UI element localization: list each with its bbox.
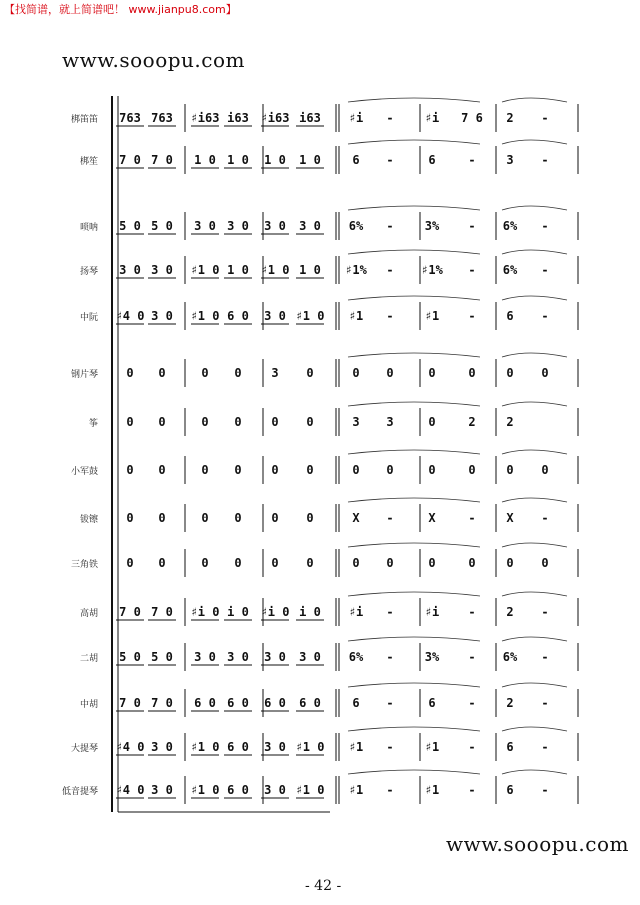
- note-cell: 0: [234, 556, 242, 570]
- note-cell: 1 0: [227, 153, 249, 167]
- note-cell: 6 0: [227, 309, 249, 323]
- note-cell: 6: [506, 783, 514, 797]
- note-cell: 0: [428, 366, 436, 380]
- note-cell: i63: [227, 111, 249, 125]
- instrument-label: 扬琴: [79, 267, 98, 277]
- note-cell: -: [468, 783, 476, 797]
- slur-arc: [502, 98, 567, 102]
- note-cell: 0: [306, 463, 314, 477]
- note-cell: -: [386, 511, 394, 525]
- note-cell: -: [541, 696, 549, 710]
- note-cell: 1 0: [194, 153, 216, 167]
- note-cell: 0: [271, 511, 279, 525]
- note-cell: 0: [201, 366, 209, 380]
- note-cell: 6 0: [264, 696, 286, 710]
- note-cell: 1 0: [299, 263, 321, 277]
- slur-arc: [502, 543, 567, 547]
- note-cell: 6%: [502, 650, 518, 664]
- note-cell: 6: [352, 696, 360, 710]
- note-cell: 2: [506, 696, 514, 710]
- note-cell: 0: [386, 366, 394, 380]
- note-cell: 0: [468, 366, 476, 380]
- note-cell: ♯4 0: [115, 309, 145, 323]
- instrument-label: 大提琴: [70, 744, 98, 754]
- note-cell: 3 0: [227, 650, 249, 664]
- note-cell: 7 0: [119, 605, 141, 619]
- note-cell: -: [541, 650, 549, 664]
- instrument-label: 中阮: [79, 313, 98, 323]
- note-cell: 0: [234, 463, 242, 477]
- note-cell: ♯1 0: [295, 309, 325, 323]
- note-cell: 0: [428, 556, 436, 570]
- note-cell: i 0: [227, 605, 249, 619]
- note-cell: 7 6: [461, 111, 483, 125]
- note-cell: 2: [506, 415, 514, 429]
- note-cell: 0: [541, 463, 549, 477]
- slur-arc: [502, 450, 567, 454]
- note-cell: 0: [126, 415, 134, 429]
- instrument-label: 二胡: [79, 654, 98, 664]
- slur-arc: [348, 770, 480, 774]
- note-cell: ♯1 0: [190, 263, 220, 277]
- note-cell: 0: [468, 556, 476, 570]
- note-cell: 6: [506, 740, 514, 754]
- note-cell: ♯i63: [190, 111, 220, 125]
- note-cell: ♯1 0: [295, 740, 325, 754]
- note-cell: 3 0: [151, 263, 173, 277]
- note-cell: 3 0: [227, 219, 249, 233]
- slur-arc: [348, 543, 480, 547]
- note-cell: ♯1 0: [190, 740, 220, 754]
- note-cell: 0: [158, 463, 166, 477]
- note-cell: ♯1: [348, 783, 364, 797]
- note-cell: 0: [201, 556, 209, 570]
- note-cell: -: [468, 650, 476, 664]
- note-cell: X: [352, 511, 360, 525]
- note-cell: 6: [506, 309, 514, 323]
- note-cell: ♯i: [424, 605, 440, 619]
- note-cell: 3%: [424, 219, 440, 233]
- slur-arc: [348, 140, 480, 144]
- note-cell: 6: [352, 153, 360, 167]
- note-cell: -: [541, 309, 549, 323]
- note-cell: X: [506, 511, 514, 525]
- page-number: - 42 -: [305, 878, 342, 894]
- slur-arc: [348, 98, 480, 102]
- note-cell: i 0: [299, 605, 321, 619]
- note-cell: ♯4 0: [115, 783, 145, 797]
- note-cell: -: [468, 219, 476, 233]
- slur-arc: [348, 250, 480, 254]
- note-cell: 0: [126, 556, 134, 570]
- note-cell: 0: [234, 366, 242, 380]
- note-cell: -: [386, 783, 394, 797]
- note-cell: 6 0: [299, 696, 321, 710]
- note-cell: -: [468, 740, 476, 754]
- note-cell: 3 0: [264, 650, 286, 664]
- note-cell: 0: [158, 366, 166, 380]
- watermark-url-top: www.sooopu.com: [62, 48, 245, 72]
- note-cell: 0: [158, 556, 166, 570]
- note-cell: -: [386, 263, 394, 277]
- note-cell: 0: [271, 556, 279, 570]
- note-cell: 0: [126, 366, 134, 380]
- note-cell: 0: [271, 415, 279, 429]
- note-cell: 0: [306, 511, 314, 525]
- note-cell: ♯1%: [345, 263, 367, 277]
- note-cell: 0: [352, 556, 360, 570]
- slur-arc: [502, 683, 567, 687]
- slur-arc: [502, 498, 567, 502]
- site-banner[interactable]: 【找简谱，就上简谱吧！ www.jianpu8.com】: [4, 3, 237, 16]
- note-cell: 0: [306, 556, 314, 570]
- note-cell: -: [541, 153, 549, 167]
- note-cell: 2: [468, 415, 476, 429]
- slur-arc: [348, 296, 480, 300]
- note-cell: 763: [151, 111, 173, 125]
- note-cell: 0: [201, 463, 209, 477]
- note-cell: 6 0: [227, 783, 249, 797]
- note-cell: 3 0: [151, 783, 173, 797]
- note-cell: 0: [234, 511, 242, 525]
- note-cell: ♯i: [348, 605, 364, 619]
- slur-arc: [348, 592, 480, 596]
- note-cell: 3%: [424, 650, 440, 664]
- note-cell: ♯4 0: [115, 740, 145, 754]
- note-cell: -: [468, 309, 476, 323]
- note-cell: -: [468, 511, 476, 525]
- note-cell: -: [386, 740, 394, 754]
- note-cell: 0: [352, 463, 360, 477]
- instrument-label: 钢片琴: [70, 370, 98, 380]
- note-cell: 5 0: [119, 219, 141, 233]
- note-cell: 0: [126, 511, 134, 525]
- note-cell: 1 0: [264, 153, 286, 167]
- note-cell: -: [541, 219, 549, 233]
- instrument-label: 筝: [88, 419, 98, 429]
- note-cell: ♯1%: [421, 263, 443, 277]
- note-cell: -: [386, 219, 394, 233]
- note-cell: 0: [428, 463, 436, 477]
- note-cell: 0: [158, 415, 166, 429]
- note-cell: 0: [468, 463, 476, 477]
- slur-arc: [348, 683, 480, 687]
- instrument-label: 小军鼓: [70, 467, 98, 477]
- note-cell: 6 0: [227, 696, 249, 710]
- note-cell: -: [386, 605, 394, 619]
- slur-arc: [502, 140, 567, 144]
- slur-arc: [348, 353, 480, 357]
- watermark-url-bottom: www.sooopu.com: [446, 832, 629, 856]
- note-cell: 7 0: [151, 153, 173, 167]
- instrument-label: 中胡: [79, 700, 98, 710]
- note-cell: -: [386, 111, 394, 125]
- note-cell: 3 0: [194, 650, 216, 664]
- note-cell: 0: [352, 366, 360, 380]
- note-cell: 3: [352, 415, 360, 429]
- note-cell: 0: [158, 511, 166, 525]
- note-cell: 5 0: [119, 650, 141, 664]
- slur-arc: [348, 498, 480, 502]
- note-cell: 0: [201, 511, 209, 525]
- note-cell: ♯i 0: [190, 605, 220, 619]
- note-cell: 0: [126, 463, 134, 477]
- instrument-label: 梆笛笛: [70, 115, 98, 125]
- note-cell: 7 0: [119, 153, 141, 167]
- slur-arc: [502, 727, 567, 731]
- note-cell: 1 0: [299, 153, 321, 167]
- note-cell: 6 0: [227, 740, 249, 754]
- note-cell: 6 0: [194, 696, 216, 710]
- note-cell: 2: [506, 605, 514, 619]
- note-cell: ♯1: [424, 740, 440, 754]
- instrument-label: 唢呐: [79, 223, 98, 233]
- note-cell: 0: [234, 415, 242, 429]
- note-cell: 0: [306, 415, 314, 429]
- note-cell: 0: [306, 366, 314, 380]
- note-cell: ♯1: [348, 309, 364, 323]
- slur-arc: [502, 206, 567, 210]
- note-cell: -: [468, 263, 476, 277]
- note-cell: 3 0: [119, 263, 141, 277]
- note-cell: 7 0: [119, 696, 141, 710]
- slur-arc: [348, 402, 480, 406]
- slur-arc: [502, 250, 567, 254]
- note-cell: 6%: [348, 650, 364, 664]
- note-cell: 0: [541, 556, 549, 570]
- note-cell: ♯1 0: [260, 263, 290, 277]
- note-cell: 0: [428, 415, 436, 429]
- note-cell: i63: [299, 111, 321, 125]
- note-cell: 3 0: [264, 740, 286, 754]
- note-cell: ♯1: [348, 740, 364, 754]
- note-cell: 0: [386, 463, 394, 477]
- note-cell: 5 0: [151, 650, 173, 664]
- note-cell: -: [468, 696, 476, 710]
- instrument-label: 低音提琴: [61, 787, 98, 797]
- note-cell: 1 0: [227, 263, 249, 277]
- note-cell: 3 0: [299, 219, 321, 233]
- note-cell: -: [468, 153, 476, 167]
- note-cell: 7 0: [151, 605, 173, 619]
- note-cell: 0: [271, 463, 279, 477]
- note-cell: ♯i: [424, 111, 440, 125]
- note-cell: ♯1 0: [295, 783, 325, 797]
- slur-arc: [348, 727, 480, 731]
- note-cell: 3 0: [151, 740, 173, 754]
- slur-arc: [502, 296, 567, 300]
- note-cell: 6%: [502, 219, 518, 233]
- slur-arc: [502, 637, 567, 641]
- note-cell: 763: [119, 111, 141, 125]
- note-cell: 6%: [502, 263, 518, 277]
- note-cell: 0: [386, 556, 394, 570]
- note-cell: ♯i63: [260, 111, 290, 125]
- instrument-label: 高胡: [79, 609, 98, 619]
- slur-arc: [348, 206, 480, 210]
- note-cell: ♯1: [424, 783, 440, 797]
- note-cell: 6%: [348, 219, 364, 233]
- slur-arc: [348, 637, 480, 641]
- note-cell: ♯1 0: [190, 309, 220, 323]
- note-cell: -: [468, 605, 476, 619]
- note-cell: -: [541, 605, 549, 619]
- note-cell: 3: [271, 366, 279, 380]
- instrument-label: 三角铁: [70, 560, 98, 570]
- note-cell: -: [386, 696, 394, 710]
- note-cell: 0: [201, 415, 209, 429]
- note-cell: -: [386, 650, 394, 664]
- slur-arc: [502, 770, 567, 774]
- note-cell: 3 0: [264, 309, 286, 323]
- note-cell: 3 0: [151, 309, 173, 323]
- note-cell: 0: [506, 463, 514, 477]
- note-cell: 3 0: [299, 650, 321, 664]
- note-cell: -: [541, 783, 549, 797]
- slur-arc: [502, 592, 567, 596]
- note-cell: 6: [428, 153, 436, 167]
- instrument-label: 梆笙: [79, 157, 98, 167]
- note-cell: 0: [506, 556, 514, 570]
- note-cell: ♯i: [348, 111, 364, 125]
- note-cell: 7 0: [151, 696, 173, 710]
- note-cell: 3: [386, 415, 394, 429]
- note-cell: 2: [506, 111, 514, 125]
- note-cell: 3 0: [194, 219, 216, 233]
- note-cell: ♯1: [424, 309, 440, 323]
- note-cell: -: [541, 511, 549, 525]
- note-cell: -: [386, 153, 394, 167]
- note-cell: 6: [428, 696, 436, 710]
- slur-arc: [502, 353, 567, 357]
- note-cell: 3 0: [264, 783, 286, 797]
- instrument-label: 钹镲: [79, 515, 98, 525]
- note-cell: -: [541, 740, 549, 754]
- note-cell: 0: [541, 366, 549, 380]
- note-cell: ♯i 0: [260, 605, 290, 619]
- note-cell: ♯1 0: [190, 783, 220, 797]
- note-cell: -: [541, 111, 549, 125]
- slur-arc: [502, 402, 567, 406]
- note-cell: -: [386, 309, 394, 323]
- note-cell: 0: [506, 366, 514, 380]
- note-cell: X: [428, 511, 436, 525]
- note-cell: 3: [506, 153, 514, 167]
- note-cell: 3 0: [264, 219, 286, 233]
- slur-arc: [348, 450, 480, 454]
- note-cell: 5 0: [151, 219, 173, 233]
- note-cell: -: [541, 263, 549, 277]
